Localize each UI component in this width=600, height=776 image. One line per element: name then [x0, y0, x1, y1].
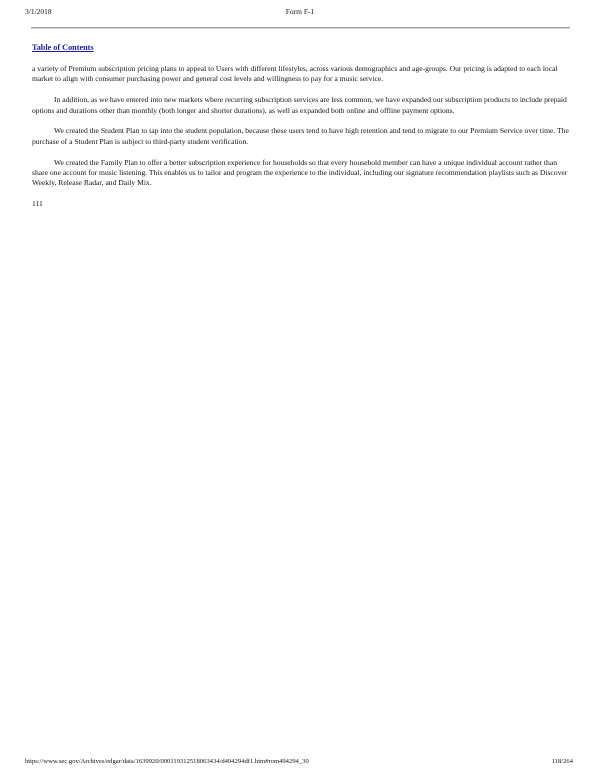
document-title: Form F-1: [285, 7, 315, 16]
paragraph-student-plan: We created the Student Plan to tap into the student population, because these users tend to have high retention and tend to migrate to our Premium Service over time. The purchase of a Student Plan is subject to third-party student verification.: [32, 126, 569, 146]
page-number: 111: [32, 199, 43, 209]
print-date: 3/1/2018: [25, 7, 52, 16]
footer-page-count: 118/264: [551, 758, 573, 765]
header-divider: [31, 27, 570, 29]
document-body: [32, 64, 572, 220]
paragraph-family-plan: We created the Family Plan to offer a better subscription experience for households so that every household member can have a unique individual account rather than share one account for music listening. This enables us to tailor and program the experience to the individual, including our signature recommendation playlists such as Discover Weekly, Release Radar, and Daily Mix.: [32, 157, 568, 188]
paragraph-new-markets: In addition, as we have entered into new markets where recurring subscription services are less common, we have expanded our subscription products to include prepaid options and durations other than monthly (both longer and shorter durations), as well as expanded both online and offline payment options.: [32, 95, 567, 115]
paragraph-pricing-continued: a variety of Premium subscription pricing plans to appeal to Users with different lifestyles, across various demographics and age-groups. Our pricing is adapted to each local market to align with consumer purchasing power and general cost levels and willingness to pay for a music service.: [32, 64, 558, 84]
table-of-contents-link[interactable]: Table of Contents: [32, 43, 94, 52]
footer-url: https://www.sec.gov/Archives/edgar/data/1639920/000119312518063434/d494294df1.htm#rom494294_30: [25, 758, 309, 765]
